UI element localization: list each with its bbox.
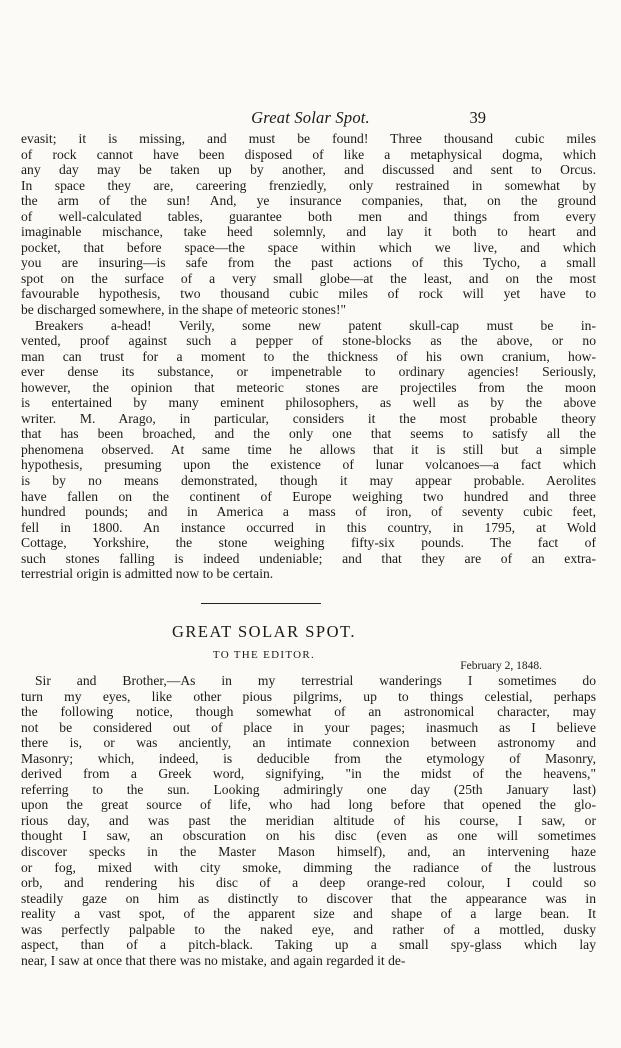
- text-line: Breakers a-head! Verily, some new patent skull-cap must be in-: [35, 317, 596, 333]
- continued-article-text: [21, 131, 596, 582]
- text-line: referring to the sun. Looking admiringly one day (25th January last): [21, 781, 596, 797]
- text-line: you are insuring—is safe from the past actions of this Tycho, a small: [21, 255, 596, 271]
- text-line: have fallen on the continent of Europe weighing two hundred and three: [21, 488, 596, 504]
- text-line: or fog, mixed with city smoke, dimming the radiance of the lustrous: [21, 859, 596, 875]
- text-line: terrestrial origin is admitted now to be certain.: [21, 566, 274, 582]
- page-number: 39: [469, 108, 486, 127]
- text-line: hypothesis, presuming upon the existence of lunar volcanoes—a fact which: [21, 457, 596, 473]
- text-line: steadily gaze on him as distinctly to discover that the appearance was in: [21, 890, 596, 906]
- text-line: near, I saw at once that there was no mistake, and again regarded it de-: [21, 952, 406, 968]
- text-line: of well-calculated tables, guarantee both men and things from every: [21, 208, 596, 224]
- text-line: phenomena observed. At same time he allows that it is still but a simple: [21, 441, 596, 457]
- text-line: orb, and rendering his disc of a deep orange-red colour, I could so: [21, 875, 596, 891]
- text-line: vented, proof against such a pepper of stone-blocks as the above, or no: [21, 333, 596, 349]
- text-line: discover specks in the Master Mason himself), and, an intervening haze: [21, 844, 596, 860]
- text-line: In space they are, careering frenziedly, only restrained in somewhat by: [21, 177, 596, 193]
- text-line: such stones falling is indeed undeniable; and that they are of an extra-: [21, 550, 596, 566]
- text-line: there is, or was anciently, an intimate connexion between astronomy and: [21, 735, 596, 751]
- text-line: be discharged somewhere, in the shape of meteoric stones!": [21, 302, 347, 318]
- text-line: the arm of the sun! And, ye insurance companies, that, on the ground: [21, 193, 596, 209]
- text-line: any day may be taken up by another, and discussed and sent to Orcus.: [21, 162, 596, 178]
- section-divider: [201, 603, 321, 604]
- text-line: evasit; it is missing, and must be found! Three thousand cubic miles: [21, 131, 596, 146]
- text-line: derived from a Greek word, signifying, "in the midst of the heavens,": [21, 766, 596, 782]
- text-line: thought I saw, an obscuration on his disc (even as one will sometimes: [21, 828, 596, 844]
- text-line: spot on the surface of a very small globe—at the least, and on the most: [21, 270, 596, 286]
- text-line: Sir and Brother,—As in my terrestrial wanderings I sometimes do: [35, 673, 596, 688]
- text-line: man can trust for a moment to the thickness of his own cranium, how-: [21, 348, 596, 364]
- text-line: upon the great source of life, who had long before that opened the glo-: [21, 797, 596, 813]
- text-line: writer. M. Arago, in particular, considers it the most probable theory: [21, 410, 596, 426]
- text-line: is entertained by many eminent philosophers, as well as by the above: [21, 395, 596, 411]
- text-line: ever dense its substance, or impenetrable to ordinary agencies! Seriously,: [21, 364, 596, 380]
- text-line: imaginable mischance, take heed solemnly, and lay it both to heart and: [21, 224, 596, 240]
- running-title: Great Solar Spot.: [251, 108, 370, 127]
- text-line: the following notice, though somewhat of an astronomical character, may: [21, 704, 596, 720]
- text-line: rious day, and was past the meridian altitude of his course, I saw, or: [21, 812, 596, 828]
- article-title: GREAT SOLAR SPOT.: [172, 622, 356, 641]
- text-line: of rock cannot have been disposed of like a metaphysical dogma, which: [21, 146, 596, 162]
- text-line: fell in 1800. An instance occurred in this country, in 1795, at Wold: [21, 519, 596, 535]
- letter-dateline: February 2, 1848.: [460, 660, 542, 672]
- text-line: Cottage, Yorkshire, the stone weighing fifty-six pounds. The fact of: [21, 535, 596, 551]
- text-line: was perfectly palpable to the naked eye, and rather of a mottled, dusky: [21, 921, 596, 937]
- text-line: favourable hypothesis, two thousand cubic miles of rock will yet have to: [21, 286, 596, 302]
- text-line: hundred pounds; and in America a mass of iron, of seventy cubic feet,: [21, 504, 596, 520]
- text-line: is by no means demonstrated, though it may appear probable. Aerolites: [21, 473, 596, 489]
- text-line: turn my eyes, like other pious pilgrims, up to things celestial, perhaps: [21, 688, 596, 704]
- letter-body-text: [21, 673, 596, 968]
- page-header: [0, 108, 621, 130]
- text-line: pocket, that before space—the space within which we live, and which: [21, 239, 596, 255]
- text-line: reality a vast spot, of the apparent size and shape of a large bean. It: [21, 906, 596, 922]
- text-line: Masonry; which, indeed, is deducible from the etymology of Masonry,: [21, 750, 596, 766]
- text-line: however, the opinion that meteoric stones are projectiles from the moon: [21, 379, 596, 395]
- text-line: that has been broached, and the only one that seems to satisfy all the: [21, 426, 596, 442]
- article-addressee: TO THE EDITOR.: [212, 649, 316, 661]
- text-line: not be considered out of place in your pages; inasmuch as I believe: [21, 719, 596, 735]
- text-line: aspect, than of a pitch-black. Taking up a small spy-glass which lay: [21, 937, 596, 953]
